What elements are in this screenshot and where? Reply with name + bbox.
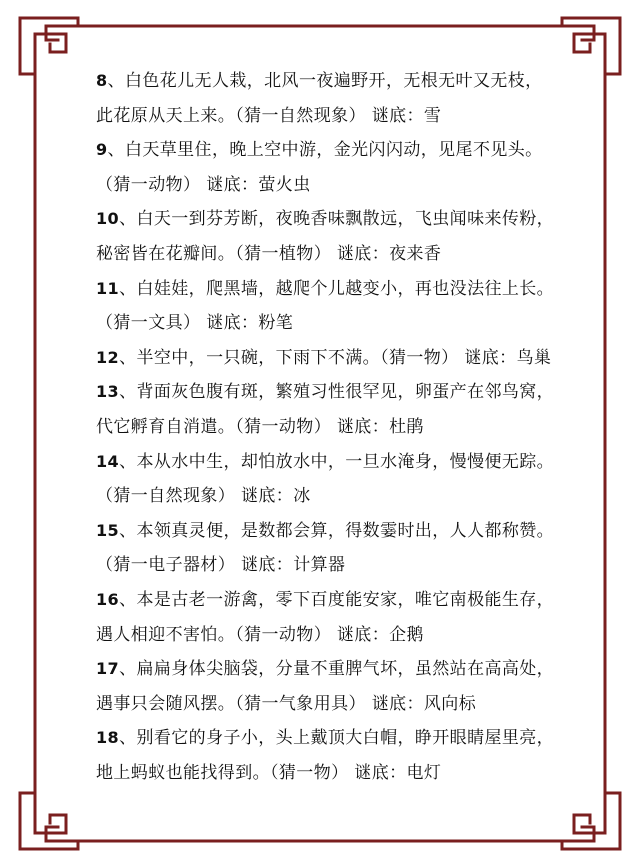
riddle-question-line [96, 652, 556, 687]
riddle-text: （猜一动物） 谜底：萤火虫 [96, 174, 311, 195]
riddle-text: 、背面灰色腹有斑，繁殖习性很罕见，卵蛋产在邻鸟窝， [119, 382, 555, 403]
riddle-answer-line [96, 410, 556, 445]
riddle-number: 17 [96, 659, 120, 679]
riddle-number: 11 [96, 278, 120, 298]
riddle-number: 15 [96, 520, 120, 540]
riddle-list [96, 64, 556, 790]
riddle-answer-line [96, 479, 556, 514]
riddle-answer-line [96, 687, 556, 722]
riddle-text: 代它孵育自消遣。（猜一动物） 谜底：杜鹃 [96, 416, 424, 437]
riddle-text: 、白天一到芬芳断，夜晚香味飘散远，飞虫闻味来传粉， [119, 209, 555, 230]
riddle-text: （猜一自然现象） 谜底：冰 [96, 486, 311, 507]
riddle-text: 秘密皆在花瓣间。（猜一植物） 谜底：夜来香 [96, 243, 442, 264]
riddle-item [96, 64, 556, 133]
riddle-item [96, 514, 556, 583]
riddle-answer-line [96, 548, 556, 583]
riddle-answer-line [96, 99, 556, 134]
riddle-item [96, 652, 556, 721]
riddle-text: 、本从水中生，却怕放水中，一旦水淹身，慢慢便无踪。 [119, 451, 555, 472]
riddle-item [96, 341, 556, 376]
riddle-number: 8 [96, 71, 108, 90]
riddle-item [96, 133, 556, 202]
riddle-text: 地上蚂蚁也能找得到。（猜一物） 谜底：电灯 [96, 762, 442, 783]
riddle-text: （猜一电子器材） 谜底：计算器 [96, 555, 346, 576]
riddle-text: 遇人相迎不害怕。（猜一动物） 谜底：企鹅 [96, 624, 424, 645]
riddle-question-line [96, 583, 556, 618]
riddle-number: 10 [96, 209, 120, 229]
riddle-text: 遇事只会随风摆。（猜一气象用具） 谜底：风向标 [96, 693, 477, 714]
riddle-question-line [96, 64, 556, 99]
riddle-question-line [96, 133, 556, 168]
riddle-number: 16 [96, 589, 120, 609]
riddle-number: 14 [96, 451, 120, 471]
riddle-question-line [96, 375, 556, 410]
riddle-question-line [96, 202, 556, 237]
riddle-question-line [96, 445, 556, 480]
riddle-text: 、别看它的身子小，头上戴顶大白帽，睁开眼睛屋里亮， [119, 728, 555, 749]
riddle-answer-line [96, 618, 556, 653]
riddle-text: 、本是古老一游禽，零下百度能安家，唯它南极能生存， [119, 589, 555, 610]
riddle-text: 、白娃娃，爬黑墙，越爬个儿越变小，再也没法往上长。 [119, 278, 555, 299]
riddle-number: 18 [96, 728, 120, 748]
riddle-item [96, 272, 556, 341]
riddle-text: 、扁扁身体尖脑袋，分量不重脾气坏，虽然站在高高处， [119, 659, 555, 680]
riddle-item [96, 375, 556, 444]
riddle-question-line [96, 721, 556, 756]
riddle-question-line [96, 514, 556, 549]
riddle-text: 、本领真灵便，是数都会算，得数霎时出，人人都称赞。 [119, 520, 555, 541]
riddle-item [96, 721, 556, 790]
riddle-number: 9 [96, 140, 108, 160]
riddle-answer-line [96, 756, 556, 791]
riddle-answer-line [96, 306, 556, 341]
riddle-text: 、半空中，一只碗，下雨下不满。（猜一物） 谜底：鸟巢 [119, 347, 552, 368]
riddle-text: 此花原从天上来。（猜一自然现象） 谜底：雪 [96, 105, 442, 126]
riddle-text: 、白色花儿无人栽，北风一夜遍野开，无根无叶又无枝， [107, 71, 543, 91]
riddle-item [96, 583, 556, 652]
riddle-item [96, 445, 556, 514]
riddle-number: 12 [96, 347, 120, 367]
riddle-number: 13 [96, 382, 120, 402]
riddle-question-line [96, 272, 556, 307]
riddle-text: （猜一文具） 谜底：粉笔 [96, 313, 294, 334]
riddle-question-line [96, 341, 556, 376]
riddle-answer-line [96, 237, 556, 272]
riddle-text: 、白天草里住，晚上空中游，金光闪闪动，见尾不见头。 [107, 140, 543, 161]
riddle-answer-line [96, 168, 556, 203]
riddle-item [96, 202, 556, 271]
